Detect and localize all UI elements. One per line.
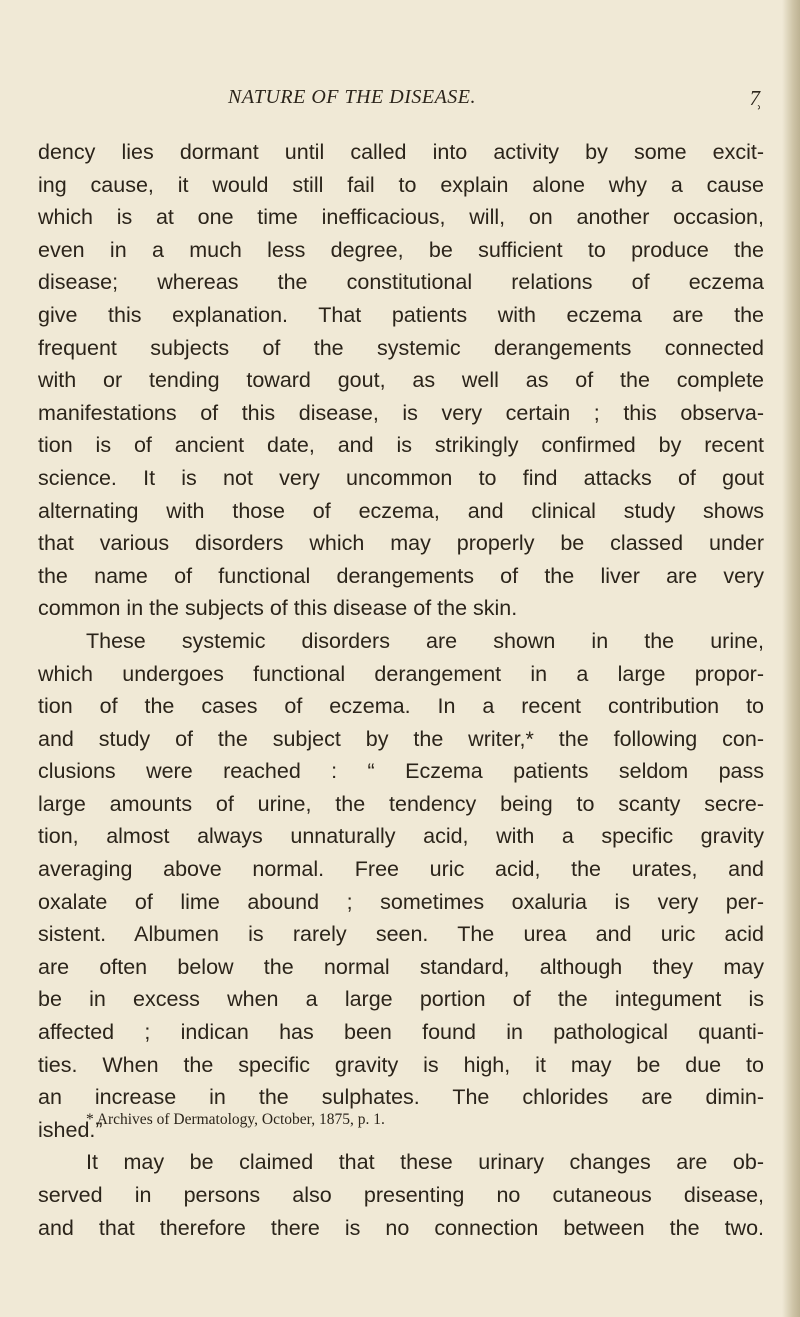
text-line: the name of functional derangements of the liver are very xyxy=(38,563,764,588)
text-line: which is at one time inefficacious, will, on another occasion, xyxy=(38,205,764,230)
text-line: give this explanation. That patients with eczema are the xyxy=(38,302,764,327)
text-line: It may be claimed that these urinary changes are ob- xyxy=(86,1150,764,1175)
running-head xyxy=(38,86,764,116)
text-line: and that therefore there is no connection between the two. xyxy=(38,1215,764,1240)
text-line: averaging above normal. Free uric acid, the urates, and xyxy=(38,857,764,882)
text-line: manifestations of this disease, is very certain ; this observa- xyxy=(38,400,764,425)
book-page xyxy=(38,0,764,1317)
text-line: with or tending toward gout, as well as of the complete xyxy=(38,368,764,393)
text-line: and study of the subject by the writer,* the following con- xyxy=(38,726,764,751)
text-line: disease; whereas the constitutional relations of eczema xyxy=(38,270,764,295)
text-line: affected ; indican has been found in pathological quanti- xyxy=(38,1020,764,1045)
text-line: ties. When the specific gravity is high, it may be due to xyxy=(38,1052,764,1077)
page-number: 7̹ xyxy=(749,86,760,110)
text-line: large amounts of urine, the tendency being to scanty secre- xyxy=(38,791,764,816)
text-line: are often below the normal standard, although they may xyxy=(38,954,764,979)
page-edge xyxy=(782,0,800,1317)
text-line: sistent. Albumen is rarely seen. The urea and uric acid xyxy=(38,922,764,947)
text-line: tion of the cases of eczema. In a recent contribution to xyxy=(38,694,764,719)
text-line: science. It is not very uncommon to find attacks of gout xyxy=(38,465,764,490)
text-line: dency lies dormant until called into activity by some excit- xyxy=(38,140,764,164)
text-line: which undergoes functional derangement in a large propor- xyxy=(38,661,764,686)
text-line: alternating with those of eczema, and clinical study shows xyxy=(38,498,764,523)
text-line: tion, almost always unnaturally acid, with a specific gravity xyxy=(38,824,764,849)
text-line: ished.” xyxy=(38,1117,103,1142)
text-line: an increase in the sulphates. The chlorides are dimin- xyxy=(38,1085,764,1110)
text-line: These systemic disorders are shown in the urine, xyxy=(86,628,764,653)
text-line: oxalate of lime abound ; sometimes oxaluria is very per- xyxy=(38,889,764,914)
footnote: * Archives of Dermatology, October, 1875, p. 1. xyxy=(86,1111,385,1128)
text-line: tion is of ancient date, and is strikingly confirmed by recent xyxy=(38,433,764,458)
running-title: NATURE OF THE DISEASE. xyxy=(228,86,477,108)
text-line: served in persons also presenting no cutaneous disease, xyxy=(38,1183,764,1207)
body-text xyxy=(38,136,764,1244)
text-line: frequent subjects of the systemic derangements connected xyxy=(38,335,764,360)
text-line: common in the subjects of this disease of the skin. xyxy=(38,596,518,621)
text-line: be in excess when a large portion of the integument is xyxy=(38,987,764,1012)
text-line: even in a much less degree, be sufficient to produce the xyxy=(38,237,764,262)
text-line: ing cause, it would still fail to explain alone why a cause xyxy=(38,172,764,197)
text-line: clusions were reached : “ Eczema patients seldom pass xyxy=(38,759,764,784)
text-line: that various disorders which may properly be classed under xyxy=(38,531,764,556)
